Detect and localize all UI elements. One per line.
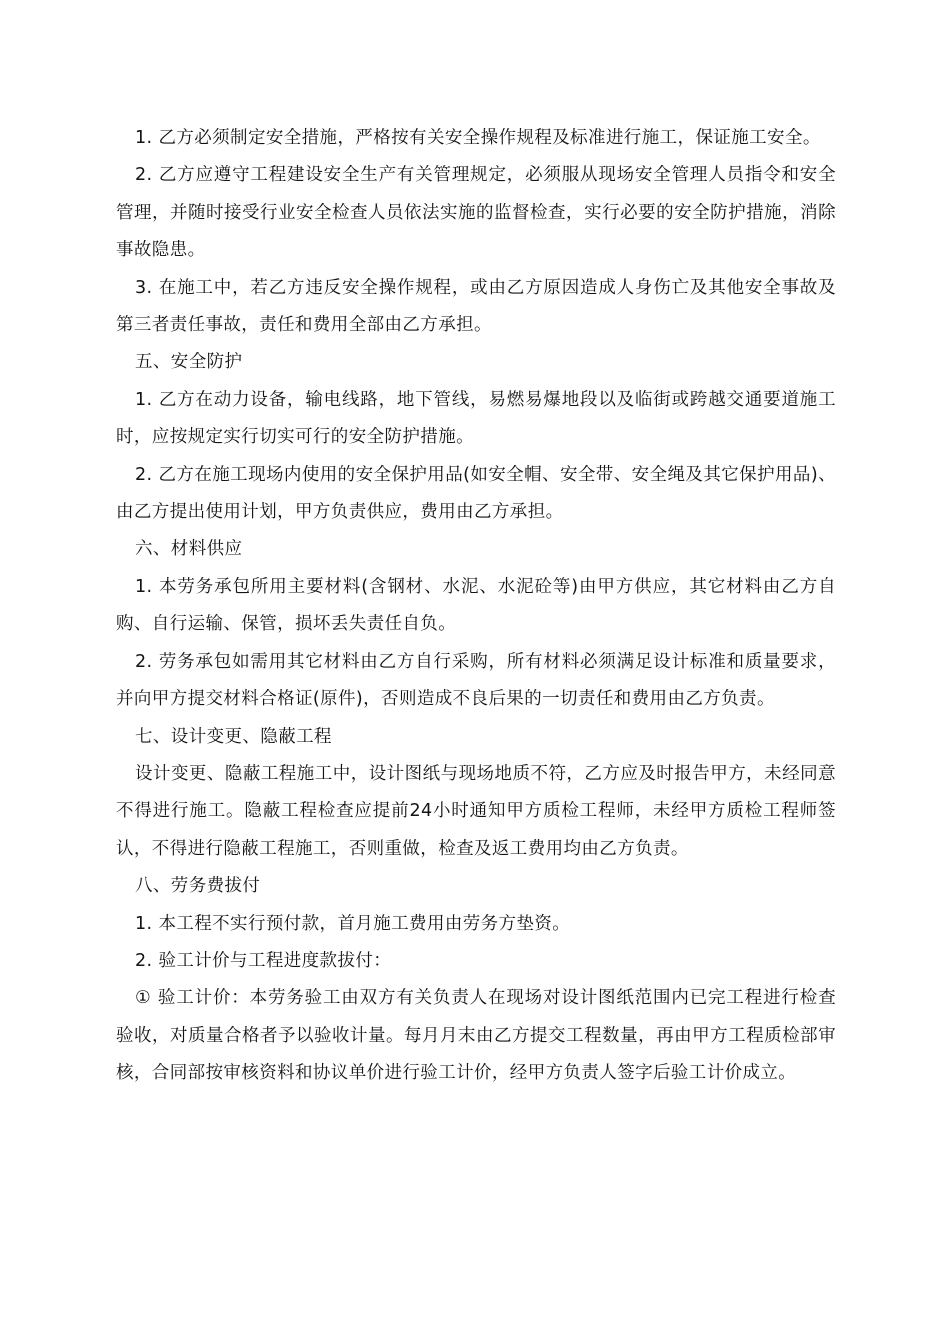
clause-paragraph: 1. 乙方在动力设备，输电线路，地下管线，易燃易爆地段以及临街或跨越交通要道施工时，应按规定实行切实可行的安全防护措施。 bbox=[116, 389, 836, 448]
section-heading: 六、材料供应 bbox=[135, 539, 243, 560]
section-heading: 五、安全防护 bbox=[135, 352, 243, 373]
clause-paragraph: 1. 本工程不实行预付款，首月施工费用由劳务方垫资。 bbox=[135, 913, 571, 934]
clause-paragraph: 2. 验工计价与工程进度款拔付： bbox=[135, 950, 392, 971]
document-body bbox=[116, 120, 836, 1093]
section-heading: 八、劳务费拔付 bbox=[135, 876, 261, 897]
clause-paragraph: 2. 劳务承包如需用其它材料由乙方自行采购，所有材料必须满足设计标准和质量要求，并向甲方提交材料合格证(原件)，否则造成不良后果的一切责任和费用由乙方负责。 bbox=[116, 651, 836, 710]
clause-paragraph: 1. 乙方必须制定安全措施，严格按有关安全操作规程及标准进行施工，保证施工安全。 bbox=[135, 128, 821, 148]
clause-paragraph: ① 验工计价：本劳务验工由双方有关负责人在现场对设计图纸范围内已完工程进行检查验收，对质量合格者予以验收计量。每月月末由乙方提交工程数量，再由甲方工程质检部审核，合同部按审核资料和协议单价进行验工计价，经甲方负责人签字后验工计价成立。 bbox=[116, 988, 836, 1084]
clause-paragraph: 设计变更、隐蔽工程施工中，设计图纸与现场地质不符，乙方应及时报告甲方，未经同意不得进行施工。隐蔽工程检查应提前24小时通知甲方质检工程师，未经甲方质检工程师签认，不得进行隐蔽工程施工，否则重做，检查及返工费用均由乙方负责。 bbox=[116, 763, 836, 859]
clause-paragraph: 3. 在施工中，若乙方违反安全操作规程，或由乙方原因造成人身伤亡及其他安全事故及第三者责任事故，责任和费用全部由乙方承担。 bbox=[116, 277, 836, 336]
clause-paragraph: 2. 乙方应遵守工程建设安全生产有关管理规定，必须服从现场安全管理人员指令和安全管理，并随时接受行业安全检查人员依法实施的监督检查，实行必要的安全防护措施，消除事故隐患。 bbox=[116, 165, 836, 261]
clause-paragraph: 1. 本劳务承包所用主要材料(含钢材、水泥、水泥砼等)由甲方供应，其它材料由乙方自购、自行运输、保管，损坏丢失责任自负。 bbox=[116, 576, 836, 635]
section-heading: 七、设计变更、隐蔽工程 bbox=[135, 726, 332, 747]
clause-paragraph: 2. 乙方在施工现场内使用的安全保护用品(如安全帽、安全带、安全绳及其它保护用品)、由乙方提出使用计划，甲方负责供应，费用由乙方承担。 bbox=[116, 464, 836, 523]
